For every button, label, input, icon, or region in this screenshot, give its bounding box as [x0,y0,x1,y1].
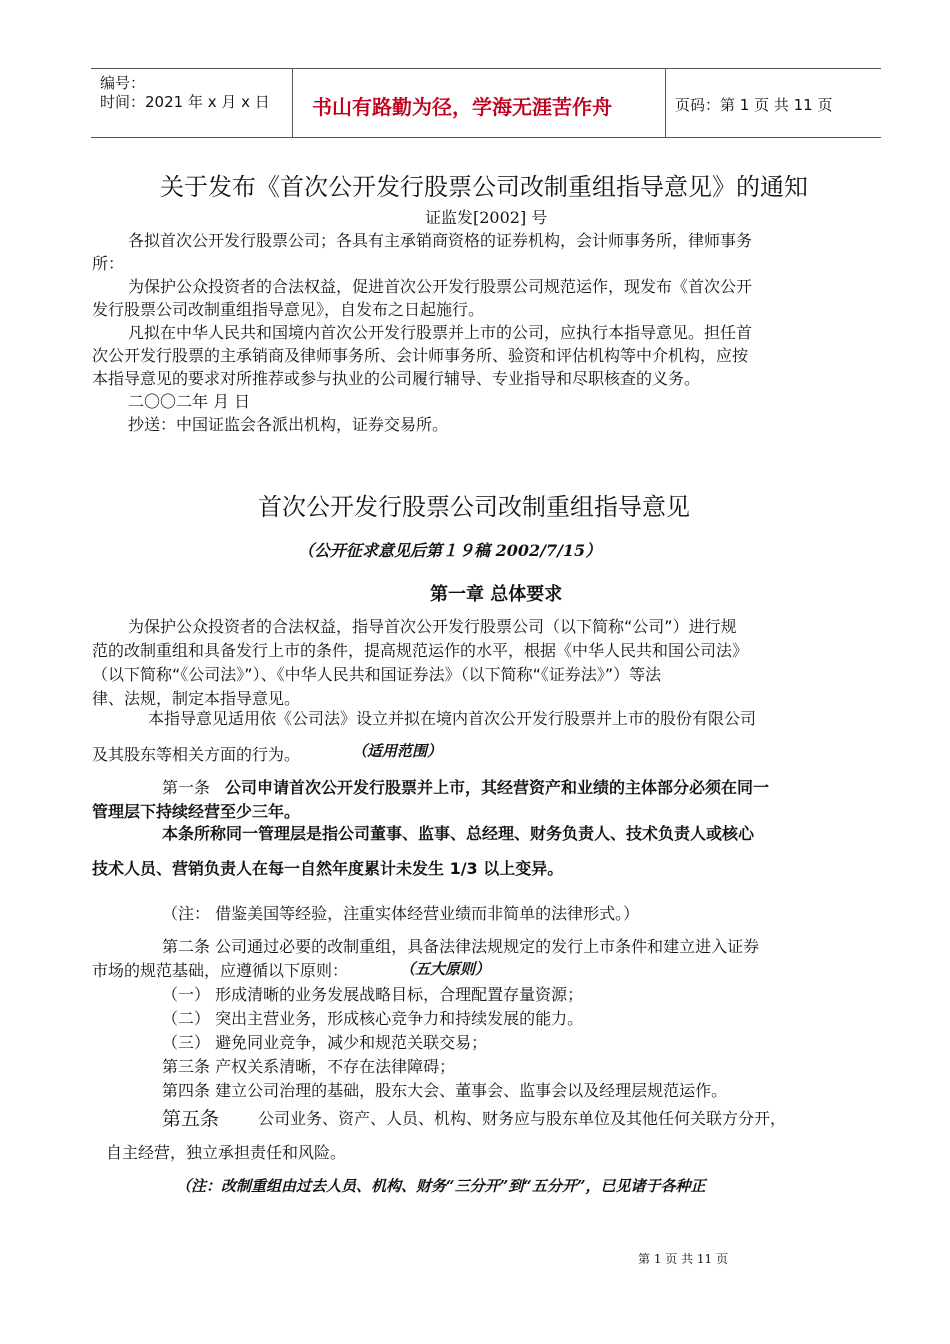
principle-item: （三） 避免同业竞争，减少和规范关联交易； [162,1033,488,1052]
header-divider [292,69,293,137]
motto: 书山有路勤为径，学海无涯苦作舟 [312,95,612,119]
principle-item: （一） 形成清晰的业务发展战略目标，合理配置存量资源； [162,985,584,1004]
article-5-note: （注：改制重组由过去人员、机构、财务“三分开”到“五分开”，已见诸于各种正 [176,1177,706,1195]
intro-paragraph: 范的改制重组和具备发行上市的条件，提高规范运作的水平，根据《中华人民共和国公司法》 [92,641,749,660]
notice-paragraph: 为保护公众投资者的合法权益，促进首次公开发行股票公司规范运作，现发布《首次公开 [128,277,753,296]
article-4: 第四条 建立公司治理的基础，股东大会、董事会、监事会以及经理层规范运作。 [162,1081,728,1100]
opinion-title: 首次公开发行股票公司改制重组指导意见 [258,493,690,521]
notice-paragraph: 发行股票公司改制重组指导意见》，自发布之日起施行。 [92,300,485,319]
scope-paragraph: 本指导意见适用依《公司法》设立并拟在境内首次公开发行股票并上市的股份有限公司 [148,709,757,728]
notice-paragraph: 次公开发行股票的主承销商及律师事务所、会计师事务所、验资和评估机构等中介机构，应按 [92,346,749,365]
article-1-note: （注： 借鉴美国等经验，注重实体经营业绩而非简单的法律形式。） [162,904,640,923]
notice-date: 二〇〇二年 月 日 [128,392,251,411]
article-1-definition: 本条所称同一管理层是指公司董事、监事、总经理、财务负责人、技术负责人或核心 [162,824,755,843]
notice-paragraph: 凡拟在中华人民共和国境内首次公开发行股票并上市的公司，应执行本指导意见。担任首 [128,323,753,342]
article-5-text: 自主经营，独立承担责任和风险。 [106,1143,347,1162]
article-1-prefix: 第一条 [162,778,211,797]
doc-number: 证监发[2002] 号 [425,208,548,227]
principle-item: （二） 突出主营业务，形成核心竞争力和持续发展的能力。 [162,1009,584,1028]
article-2-note: （五大原则） [400,960,491,978]
intro-paragraph: 为保护公众投资者的合法权益，指导首次公开发行股票公司（以下简称“公司”）进行规 [128,617,737,636]
article-5-prefix: 第五条 [162,1108,220,1130]
header-divider [665,69,666,137]
addressee: 各拟首次公开发行股票公司；各具有主承销商资格的证券机构，会计师事务所，律师事务 [128,231,753,250]
footer-page-number: 第 1 页 共 11 页 [638,1252,728,1266]
article-2: 第二条 公司通过必要的改制重组，具备法律法规规定的发行上市条件和建立进入证券 [162,937,760,956]
opinion-subtitle: （公开征求意见后第１９稿 2002/7/15） [298,541,602,560]
notice-paragraph: 本指导意见的要求对所推荐或参与执业的公司履行辅导、专业指导和尽职核查的义务。 [92,369,701,388]
chapter-heading: 第一章 总体要求 [430,584,563,605]
article-1-definition: 技术人员、营销负责人在每一自然年度累计未发生 1/3 以上变异。 [92,859,564,878]
article-2: 市场的规范基础，应遵循以下原则： [92,961,349,980]
notice-cc: 抄送：中国证监会各派出机构，证券交易所。 [128,415,449,434]
scope-note: （适用范围） [352,742,443,760]
intro-paragraph: （以下简称“《公司法》”）、《中华人民共和国证券法》（以下简称“《证券法》”）等法 [92,665,662,684]
page-number-label: 页码：第 1 页 共 11 页 [675,96,833,114]
article-1-text: 公司申请首次公开发行股票并上市，其经营资产和业绩的主体部分必须在同一 [225,778,770,797]
article-5-text: 公司业务、资产、人员、机构、财务应与股东单位及其他任何关联方分开， [258,1109,787,1128]
article-3: 第三条 产权关系清晰，不存在法律障碍； [162,1057,456,1076]
intro-paragraph: 律、法规，制定本指导意见。 [92,689,301,708]
article-1-text: 管理层下持续经营至少三年。 [92,802,301,821]
addressee-cont: 所： [92,254,125,273]
scope-paragraph: 及其股东等相关方面的行为。 [92,745,301,764]
time-label: 时间：2021 年 x 月 x 日 [100,93,270,111]
notice-title: 关于发布《首次公开发行股票公司改制重组指导意见》的通知 [160,173,808,201]
serial-number-label: 编号： [100,74,146,92]
